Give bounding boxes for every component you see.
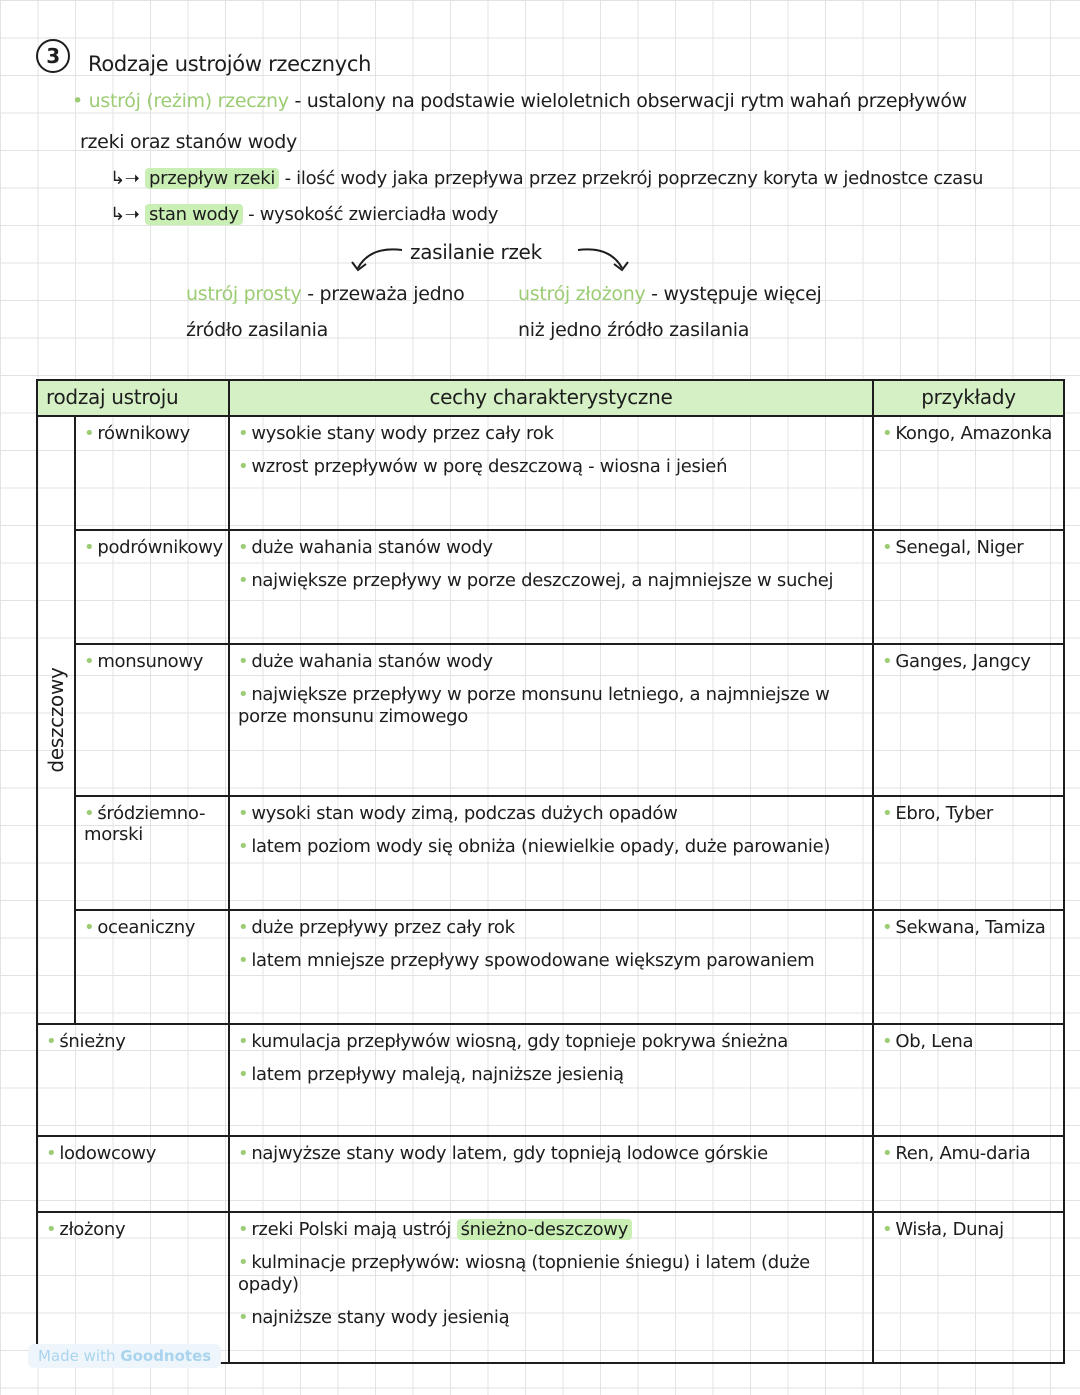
feeding-complex-text: - występuje więcej <box>651 283 822 305</box>
features-cell: • duże przepływy przez cały rok • latem mniejsze przepływy spowodowane większym parowaniem <box>229 910 873 1024</box>
definition-text: - ustalony na podstawie wieloletnich obserwacji rytm wahań przepływów <box>294 90 967 112</box>
feeding-title: zasilanie rzek <box>410 240 542 264</box>
table-row <box>37 644 1064 796</box>
feeding-simple-term: ustrój prosty <box>186 283 302 305</box>
subdef-flow-term: przepływ rzeki <box>145 168 279 189</box>
examples-cell: • Kongo, Amazonka <box>873 416 1064 530</box>
header-examples: przykłady <box>873 380 1064 416</box>
type-cell: • monsunowy <box>75 644 229 796</box>
definition-line-1: • ustrój (reżim) rzeczny - ustalony na podstawie wieloletnich obserwacji rytm wahań przepływów <box>72 90 967 112</box>
table-header-row <box>37 380 1064 416</box>
definition-line-2: rzeki oraz stanów wody <box>80 131 297 153</box>
goodnotes-watermark: Made with Goodnotes <box>28 1344 221 1368</box>
definition-term: ustrój <box>88 90 141 112</box>
header-features: cechy charakterystyczne <box>229 380 873 416</box>
examples-cell: • Wisła, Dunaj <box>873 1212 1064 1363</box>
table-row <box>37 1136 1064 1212</box>
type-cell: • śnieżny <box>37 1024 229 1136</box>
features-cell: • duże wahania stanów wody • największe przepływy w porze monsunu letniego, a najmniejsze w porze monsunu zimowego <box>229 644 873 796</box>
feeding-complex-term: ustrój złożony <box>518 283 646 305</box>
arrow-right-icon: ↳➝ <box>110 204 140 225</box>
feeding-complex-text-2: niż jedno źródło zasilania <box>518 319 750 341</box>
header-type: rodzaj ustroju <box>37 380 229 416</box>
subdef-level <box>110 204 498 225</box>
type-cell: • równikowy <box>75 416 229 530</box>
group-label: deszczowy <box>44 667 68 773</box>
type-cell: • złożony <box>37 1212 229 1363</box>
subdef-level-term: stan wody <box>145 204 243 225</box>
features-cell: • najwyższe stany wody latem, gdy topnieją lodowce górskie <box>229 1136 873 1212</box>
table-row <box>37 796 1064 910</box>
examples-cell: • Sekwana, Tamiza <box>873 910 1064 1024</box>
group-cell <box>37 416 75 1024</box>
highlighted-regime: śnieżno-deszczowy <box>457 1219 633 1240</box>
features-cell: • rzeki Polski mają ustrój śnieżno-deszczowy • kulminacje przepływów: wiosną (topnienie śniegu) i latem (duże opady) • najniższe stany wody jesienią <box>229 1212 873 1363</box>
table-row <box>37 530 1064 644</box>
features-cell: • duże wahania stanów wody • największe przepływy w porze deszczowej, a najmniejsze w suchej <box>229 530 873 644</box>
feeding-complex <box>518 283 822 305</box>
examples-cell: • Ganges, Jangcy <box>873 644 1064 796</box>
examples-cell: • Ob, Lena <box>873 1024 1064 1136</box>
table-row <box>37 1024 1064 1136</box>
arrow-right-icon: ↳➝ <box>110 168 140 189</box>
subdef-level-text: - wysokość zwierciadła wody <box>248 204 499 225</box>
type-cell: • oceaniczny <box>75 910 229 1024</box>
table-row <box>37 416 1064 530</box>
features-cell: • wysoki stan wody zimą, podczas dużych opadów • latem poziom wody się obniża (niewielkie opady, duże parowanie) <box>229 796 873 910</box>
table-row <box>37 1212 1064 1363</box>
examples-cell: • Ebro, Tyber <box>873 796 1064 910</box>
feeding-simple <box>186 283 464 305</box>
features-cell: • kumulacja przepływów wiosną, gdy topnieje pokrywa śnieżna • latem przepływy maleją, najniższe jesienią <box>229 1024 873 1136</box>
section-number: 3 <box>36 39 70 73</box>
features-cell: • wysokie stany wody przez cały rok • wzrost przepływów w porę deszczową - wiosna i jesień <box>229 416 873 530</box>
type-cell: • podrównikowy <box>75 530 229 644</box>
feeding-simple-text-2: źródło zasilania <box>186 319 328 341</box>
page-title: Rodzaje ustrojów rzecznych <box>88 52 372 76</box>
table-row <box>37 910 1064 1024</box>
type-cell: • lodowcowy <box>37 1136 229 1212</box>
subdef-flow <box>110 168 983 189</box>
regimes-table <box>36 379 1065 1364</box>
feeding-simple-text: - przeważa jedno <box>307 283 465 305</box>
examples-cell: • Senegal, Niger <box>873 530 1064 644</box>
type-cell: • śródziemno-morski <box>75 796 229 910</box>
examples-cell: • Ren, Amu-daria <box>873 1136 1064 1212</box>
definition-term-2: rzeczny <box>217 90 289 112</box>
definition-term-alt: (reżim) <box>146 90 212 112</box>
subdef-flow-text: - ilość wody jaka przepływa przez przekrój poprzeczny koryta w jednostce czasu <box>284 168 984 189</box>
